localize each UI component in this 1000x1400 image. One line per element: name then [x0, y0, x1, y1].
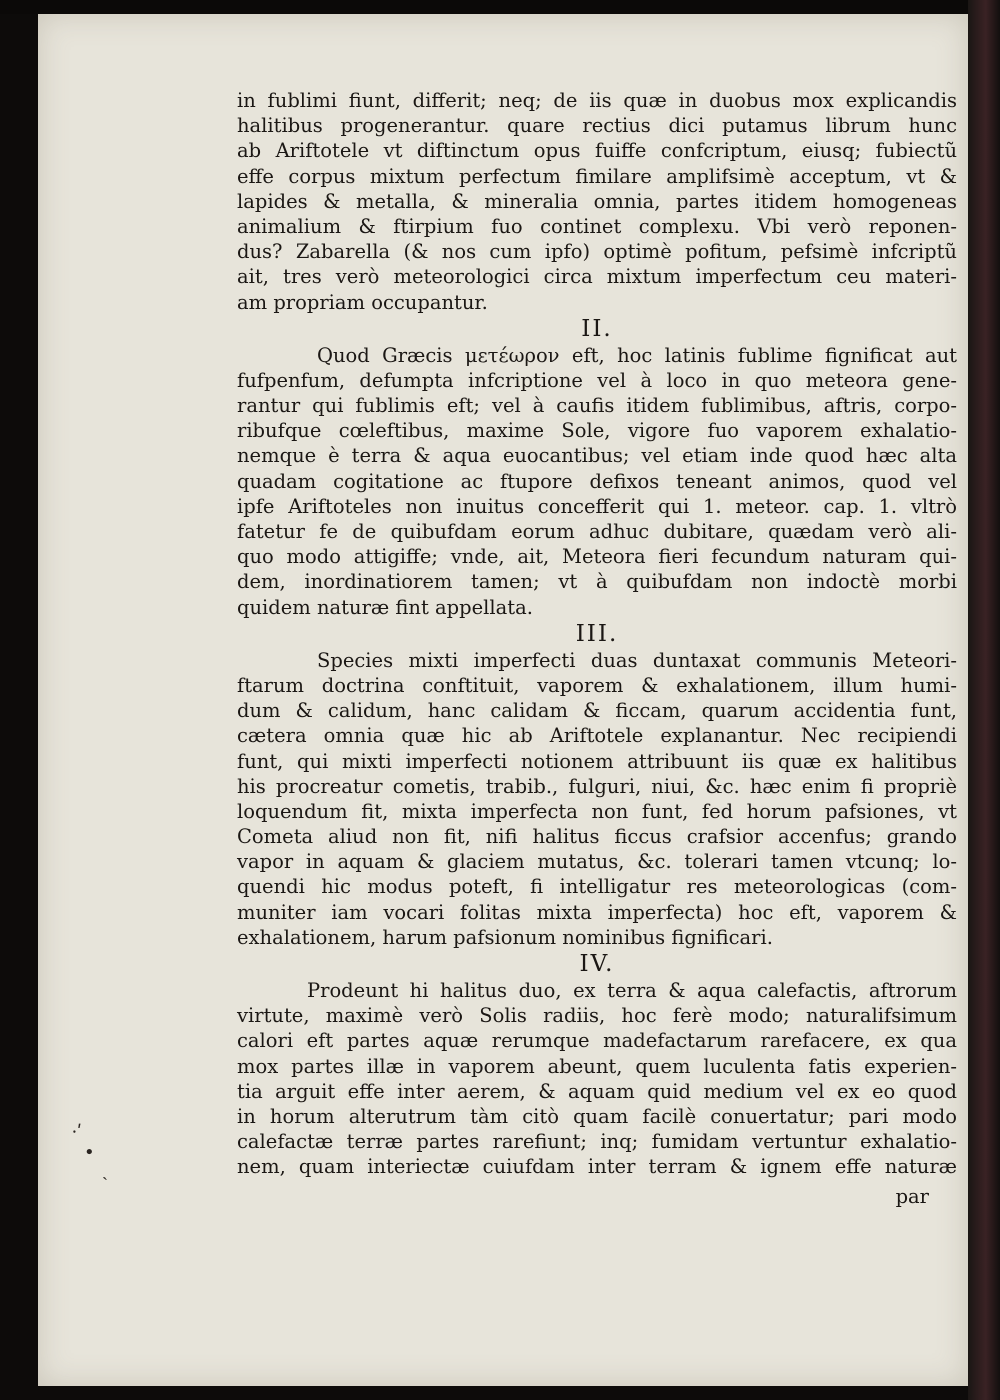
text-line: dum & calidum, hanc calidam & ficcam, quarum accidentia funt, — [237, 699, 957, 723]
page-edge-binding — [968, 0, 1000, 1400]
text-line: ribufque cœleftibus, maxime Sole, vigore fuo vaporem exhalatio- — [237, 419, 957, 443]
text-line: ait, tres verò meteorologici circa mixtum imperfectum ceu materi- — [237, 265, 957, 289]
text-line: quadam cogitatione ac ftupore defixos teneant animos, quod vel — [237, 469, 957, 493]
text-line: ftarum doctrina conftituit, vaporem & exhalationem, illum humi- — [237, 673, 957, 697]
text-line: in fublimi fiunt, differit; neq; de iis quæ in duobus mox explicandis — [237, 89, 957, 112]
text-line: mox partes illæ in vaporem abeunt, quem luculenta fatis experien- — [237, 1054, 957, 1078]
text-line: vapor in aquam & glaciem mutatus, &c. tolerari tamen vtcunq; lo- — [237, 850, 957, 874]
text-line: animalium & ftirpium fuo continet complexu. Vbi verò reponen- — [237, 214, 957, 238]
text-line: quendi hic modus poteft, fi intelligatur res meteorologicas (com- — [237, 875, 957, 899]
ink-mark-icon: ⸱ʹ — [72, 1122, 82, 1143]
margin-ink-marks — [58, 1120, 128, 1190]
text-line: quidem naturæ fint appellata. — [237, 595, 533, 619]
catchword: par — [895, 1184, 929, 1208]
scan-top-border — [0, 0, 1000, 14]
section-heading-iv: IV. — [579, 951, 615, 977]
ink-mark-icon: ˎ — [102, 1160, 108, 1181]
text-line: am propriam occupantur. — [237, 290, 488, 314]
text-line: Quod Græcis μετέωρον eft, hoc latinis fublime fignificat aut — [317, 343, 957, 367]
text-line: his procreatur cometis, trabib., fulguri, niui, &c. hæc enim fi propriè — [237, 774, 957, 798]
page-text — [237, 88, 957, 1209]
text-line: Prodeunt hi halitus duo, ex terra & aqua calefactis, aftrorum — [307, 979, 957, 1002]
text-line: lapides & metalla, & mineralia omnia, partes itidem homogeneas — [237, 189, 957, 213]
text-line: in horum alterutrum tàm citò quam facilè conuertatur; pari modo — [237, 1104, 957, 1128]
text-line: ab Ariftotele vt diftinctum opus fuiffe confcriptum, eiusq; fubiectũ — [237, 139, 957, 163]
text-line: rantur qui fublimis eft; vel à caufis itidem fublimibus, aftris, corpo- — [237, 394, 957, 418]
text-line: effe corpus mixtum perfectum fimilare amplifsimè acceptum, vt & — [237, 164, 957, 188]
section-heading-iii: III. — [575, 620, 619, 647]
text-line: nemque è terra & aqua euocantibus; vel etiam inde quod hæc alta — [237, 444, 957, 468]
text-line: quo modo attigiffe; vnde, ait, Meteora fieri fecundum naturam qui- — [237, 545, 957, 569]
text-line: dus? Zabarella (& nos cum ipfo) optimè pofitum, pefsimè infcriptũ — [237, 240, 957, 264]
text-line: cætera omnia quæ hic ab Ariftotele explanantur. Nec recipiendi — [237, 724, 957, 748]
section-heading-ii: II. — [581, 315, 613, 342]
text-line: Cometa aliud non fit, nifi halitus ficcus crafsior accenfus; grando — [237, 825, 957, 849]
text-line: funt, qui mixti imperfecti notionem attribuunt iis quæ ex halitibus — [237, 749, 957, 773]
text-line: nem, quam interiectæ cuiufdam inter terram & ignem effe naturæ — [237, 1155, 957, 1179]
text-line: muniter iam vocari folitas mixta imperfecta) hoc eft, vaporem & — [237, 900, 957, 924]
text-line: tia arguit effe inter aerem, & aquam quid medium vel ex eo quod — [237, 1079, 957, 1103]
text-line: fatetur fe de quibufdam eorum adhuc dubitare, quædam verò ali- — [237, 520, 957, 543]
text-line: Species mixti imperfecti duas duntaxat communis Meteori- — [317, 648, 957, 672]
text-line: calefactæ terræ partes rarefiunt; inq; fumidam vertuntur exhalatio- — [237, 1130, 957, 1154]
text-line: exhalationem, harum pafsionum nominibus fignificari. — [237, 925, 773, 949]
ink-mark-icon: • — [84, 1142, 95, 1163]
text-line: halitibus progenerantur. quare rectius dici putamus librum hunc — [237, 114, 957, 138]
text-line: ipfe Ariftoteles non inuitus concefferit qui 1. meteor. cap. 1. vltrò — [237, 494, 957, 518]
text-line: loquendum fit, mixta imperfecta non funt, fed horum pafsiones, vt — [237, 799, 957, 823]
text-line: fufpenfum, defumpta infcriptione vel à loco in quo meteora gene- — [237, 368, 957, 392]
text-line: calori eft partes aquæ rerumque madefactarum rarefacere, ex qua — [237, 1029, 957, 1053]
text-line: dem, inordinatiorem tamen; vt à quibufdam non indoctè morbi — [237, 570, 957, 594]
text-line: virtute, maximè verò Solis radiis, hoc ferè modo; naturalifsimum — [237, 1004, 957, 1028]
